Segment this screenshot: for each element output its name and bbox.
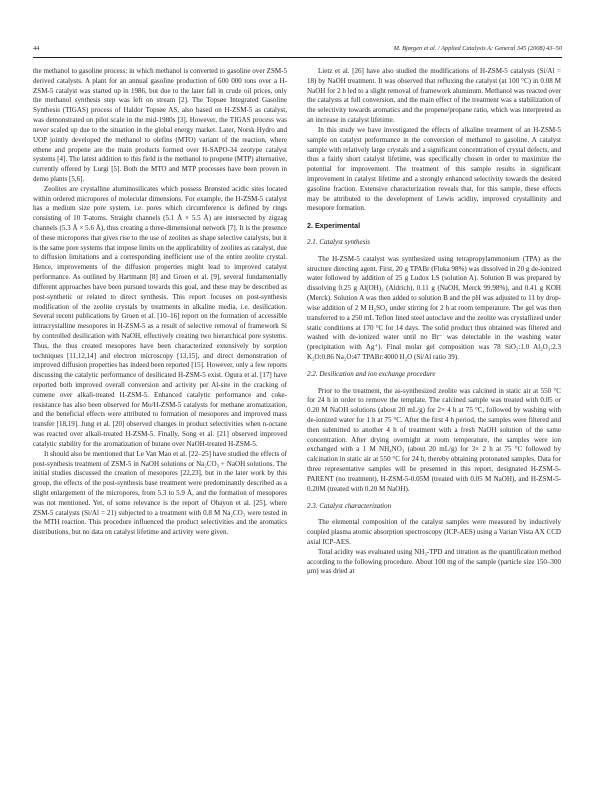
paragraph: It should also be mentioned that Le Van Mao et al. [22–25] have studied the effects of post-synthesis treatment of ZSM-5 in NaOH solutions or Na₂CO₃ + NaOH solutions. The initial studies discussed the creation of mesopores [22,23], but in the later work by this group, the effects of the post-synthesis base treatment were predominantly described as a slight enlargement of the micropores, from 5.3 to 5.9 Å, and the formation of mesopores was not mentioned. Yet, of some relevance is the report of Ohayon et al. [25], where ZSM-5 catalysts (Si/Al = 21) subjected to a treatment with 0.8 M Na₂CO₃ were tested in the MTH reaction. This procedure influenced the product selectivities and the aromatics distributions, but no data on catalyst lifetime and activity were given. [33, 449, 287, 537]
paragraph: The H-ZSM-5 catalyst was synthesized using tetrapropylammonium (TPA) as the structure directing agent. First, 20 g TPABr (Fluka 98%) was dissolved in 20 g de-ionized water followed by addition of 25 g Ludox LS (solution A). Solution B was prepared by dissolving 0.25 g Al(OH)₃ (Aldrich), 0.11 g (NaOH, Merck 99.98%), and 0.41 g KOH (Merck). Solution A was then added to solution B and the pH was adjusted to 11 by drop-wise addition of 2 M H₂SO₄ under stirring for 2 h at room temperature. The gel was then transferred to a 250 mL Teflon lined steel autoclave and the zeolite was crystallized under static conditions at 170 °C for 14 days. The solid product thus obtained was filtered and washed with de-ionized water until no Br⁻ was detectable in the washing water (precipitation with Ag⁺). Final molar gel composition was 78 SiO₂:1.0 Al₂O₃:2.3 K₂O:0.86 Na₂O:47 TPABr:4000 H₂O (Si/Al ratio 39). [307, 254, 561, 361]
paragraph: The elemental composition of the catalyst samples were measured by inductively coupled plasma atomic absorption spectroscopy (ICP-AES) using a Varian Vista AX CCD axial ICP-AES. [307, 518, 561, 546]
paragraph: the methanol to gasoline process; in which methanol is converted to gasoline over ZSM-5 derived catalysts. A plant for an annual gasoline production of 600 000 tons over a H-ZSM-5 catalyst was started up in 1986, but due to the later fall in crude oil prices, only the methanol synthesis step was left on stream [2]. The Topsøe Integrated Gasoline Synthesis (TIGAS) process of Haldor Topsøe AS, also based on H-ZSM-5 as catalyst, was demonstrated on pilot scale in the mid-1980s [3]. However, the TIGAS process was never scaled up due to the situation in the global energy market. Later, Norsk Hydro and UOP jointly developed the methanol to olefins (MTO) variant of the reaction, where ethene and propene are the main products formed over H-SAPO-34 zeotype catalyst systems [4]. The latest addition to this field is the methanol to propene (MTP) alternative, currently offered by Lurgi [5]. Both the MTO and MTP processes have been proven in demo plants [5,6]. [33, 67, 287, 183]
right-column [307, 67, 561, 577]
subsection-heading: 2.2. Desilication and ion exchange procedure [307, 369, 436, 378]
page-header [33, 44, 562, 56]
header-rule [33, 57, 562, 58]
page-number: 44 [33, 45, 40, 52]
paragraph: Prior to the treatment, the as-synthesized zeolite was calcined in static air at 550 °C for 24 h in order to remove the template. The calcined sample was treated with 0.05 or 0.20 M NaOH solutions (about 20 mL/g) for 2× 4 h at 75 °C, followed by washing with de-ionized water for 1 h at 75 °C. After the first 4 h period, the samples were filtered and then submitted to another 4 h of treatment with a fresh NaOH solution of the same concentration. After drying overnight at room temperature, the samples were ion exchanged with a 1 M NH₄NO₃ (about 20 mL/g) for 3× 2 h at 75 °C followed by calcination in static air at 550 °C for 24 h, thereby obtaining protonated samples. Data for three representative samples will be presented in this report, designated H-ZSM-5-PARENT (no treatment), H-ZSM-5-0.05M (treated with 0.05 M NaOH), and H-ZSM-5-0.20M (treated with 0.20 M NaOH). [307, 386, 561, 493]
running-title: M. Bjørgen et al. / Applied Catalysis A: General 345 (2008) 43–50 [393, 45, 562, 52]
left-column [33, 67, 287, 538]
subsection-heading: 2.3. Catalyst characterization [307, 501, 392, 510]
paragraph: Zeolites are crystalline aluminosilicates which possess Brønsted acidic sites located within ordered micropores of molecular dimensions. For example, the H-ZSM-5 catalyst has a medium size pore system, i.e. pores which circumference is defined by rings consisting of 10 T-atoms. Straight channels (5.1 Å × 5.5 Å) are intersected by zigzag channels (5.3 Å × 5.6 Å), thus creating a three-dimensional network [7]. It is the presence of these micropores that gives rise to the use of zeolites as shape selective catalysts, but it is the same pore systems that impose limits on the applicability of zeolites as catalyst, due to diffusion limitations and a corresponding inefficient use of the entire zeolite crystal. Hence, improvements of the diffusion properties might lead to improved catalyst performance. As outlined by Hartmann [8] and Groen et al. [9], several fundamentally different approaches have been pursued towards this goal, and these may be described as post-synthetic or related to direct synthesis. This report focuses on post-synthesis modification of the zeolite crystals by treatments in alkaline media, i.e. desilication. Several recent publications by Groen et al. [10–16] report on the formation of accessible intracrystalline mesopores in H-ZSM-5 as a result of selective removal of framework Si by controlled desilication with NaOH, effectively creating two hierarchical pore systems. Thus, the thus created mesopores have been characterized extensively by sorption techniques [11,12,14] and electron microscopy [13,15], and direct demonstration of improved diffusion properties has indeed been reported [15]. However, only a few reports discussing the catalytic performance of desilicated H-ZSM-5 exist. Ogura et al. [17] have reported both improved overall conversion and activity per Al-site in the cracking of cumene over alkali-treated H-ZSM-5. Enhanced catalytic performance and coke-resistance has also been observed for Mo/H-ZSM-5 catalysts for methane aromatization, and the beneficial effects were attributed to formation of mesopores and improved mass transfer [18,19]. Jung et al. [20] observed changes in product selectivities when n-octane was reacted over alkali-treated H-ZSM-5. Finally, Song et al. [21] observed improved catalytic stability for the aromatization of butane over NaOH-treated H-ZSM-5. [33, 184, 287, 448]
subsection-heading: 2.1. Catalyst synthesis [307, 238, 371, 246]
paragraph: Lietz et al. [26] have also studied the modifications of H-ZSM-5 catalysts (Si/Al = 18) by NaOH treatment. It was observed that refluxing the catalyst (at 100 °C) in 0.08 M NaOH for 2 h led to a slight removal of framework aluminum. Methanol was reacted over the catalysts at full conversion, and the main effect of the treatment was a stabilization of the selectivity towards aromatics and the propene/propane ratio, which was interpreted as an increase in catalyst lifetime. [307, 67, 562, 125]
paragraph: In this study we have investigated the effects of alkaline treatment of an H-ZSM-5 sample on catalyst performance in the conversion of methanol to gasoline. A catalyst sample with relatively large crystals and a significant concentration of crystal defects, and thus a fairly short catalyst lifetime, was specifically chosen in order to maximize the potential for improvement. The treatment of this sample results in significant improvement in catalyst lifetime and a strongly enhanced selectivity towards the desired gasoline fraction. Extensive characterization reveals that, for this sample, these effects may be attributed to the development of Lewis acidity, improved crystallinity and mesopore formation. [307, 125, 561, 213]
section-heading: 2. Experimental [307, 221, 361, 231]
paragraph: Total acidity was evaluated using NH₃-TPD and titration as the quantification method according to the following procedure. About 100 mg of the sample (particle size 150–300 μm) was dried at [307, 547, 561, 576]
